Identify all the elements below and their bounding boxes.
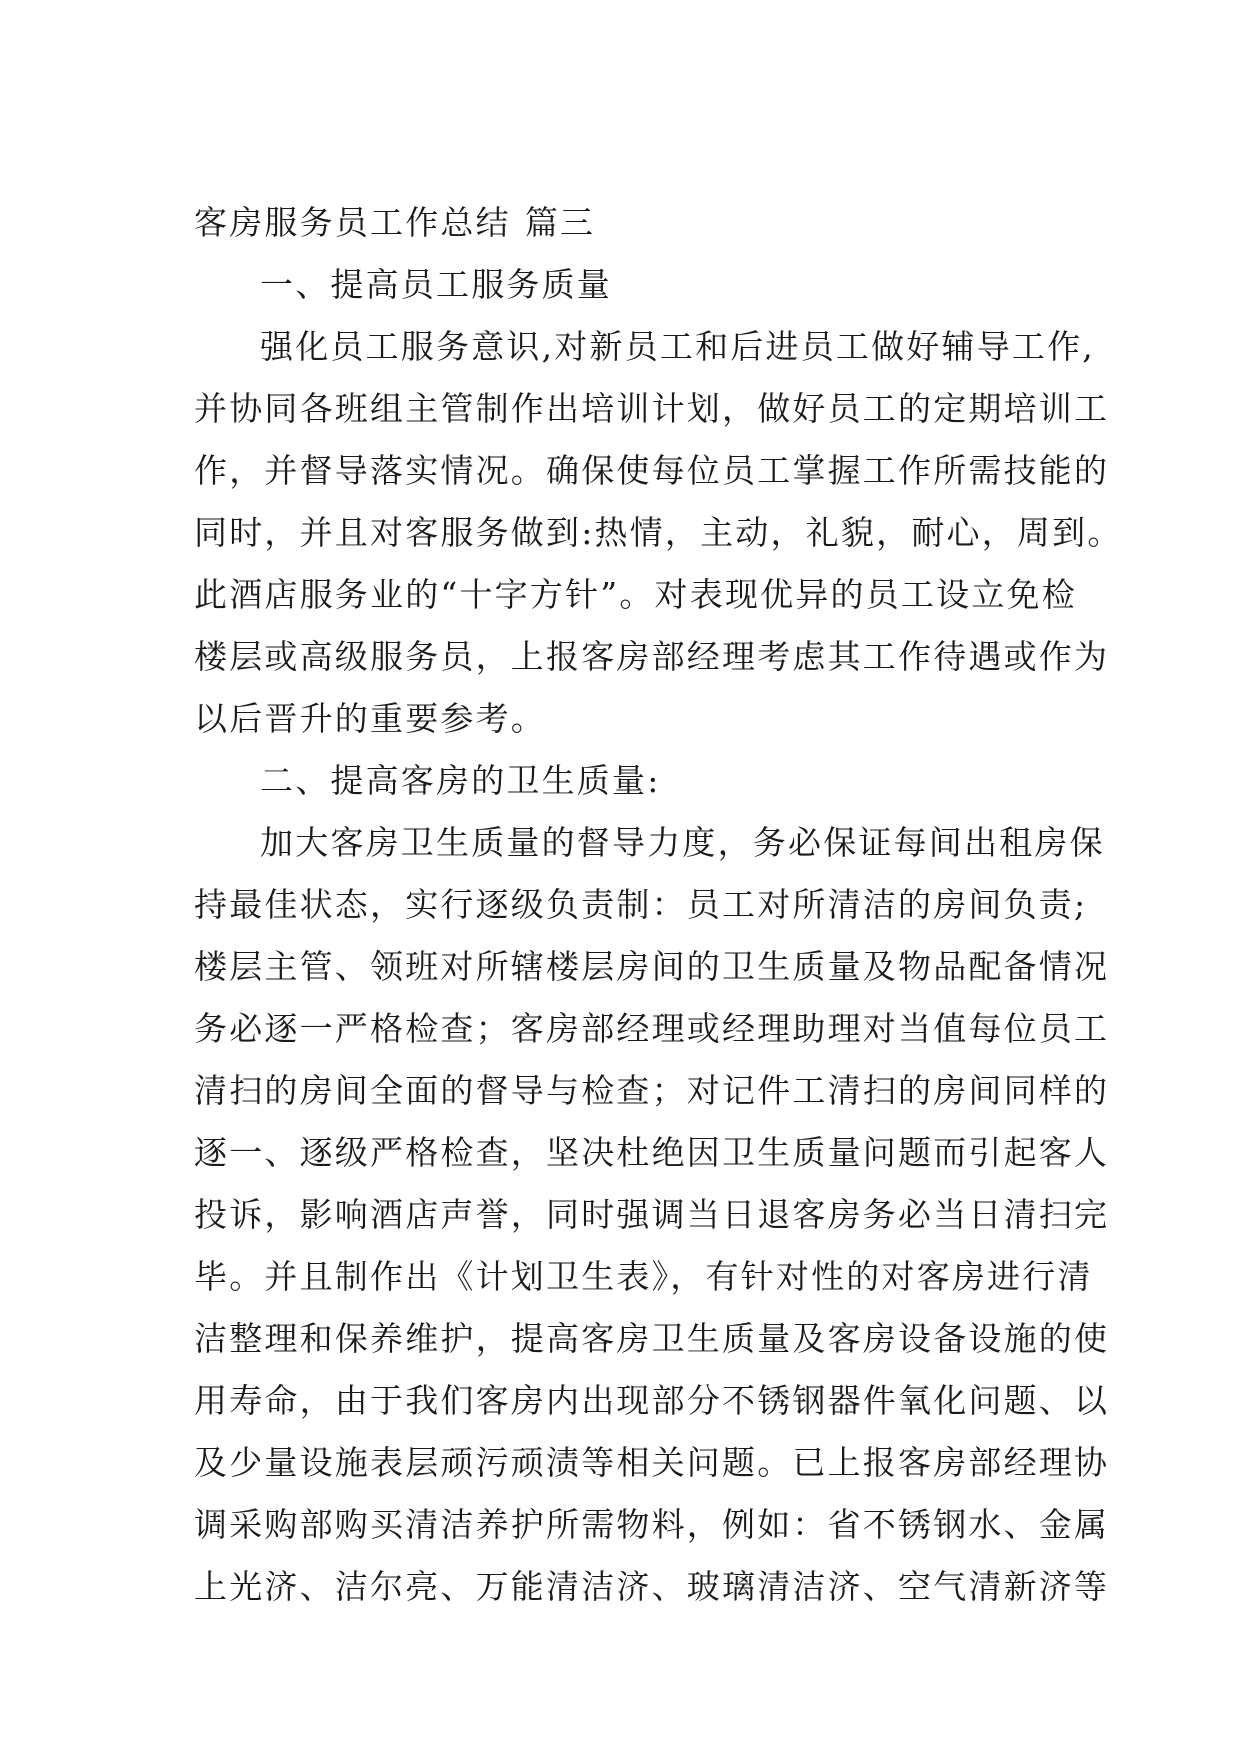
paragraph-line: 加大客房卫生质量的督导力度，务必保证每间出租房保 — [260, 823, 1105, 862]
section-heading-2: 二、提高客房的卫生质量: — [260, 761, 661, 800]
paragraph-line: 作，并督导落实情况。确保使每位员工掌握工作所需技能的 — [194, 451, 1110, 490]
paragraph-line: 洁整理和保养维护，提高客房卫生质量及客房设备设施的使 — [194, 1319, 1110, 1358]
document-body — [194, 192, 1123, 1618]
paragraph-2 — [194, 812, 1110, 1618]
paragraph-line: 调采购部购买清洁养护所需物料，例如：省不锈钢水、金属 — [194, 1505, 1110, 1544]
paragraph-line: 及少量设施表层顽污顽渍等相关问题。已上报客房部经理协 — [194, 1443, 1110, 1482]
document-title — [194, 192, 1054, 254]
paragraph-line: 投诉，影响酒店声誉，同时强调当日退客房务必当日清扫完 — [194, 1195, 1110, 1234]
paragraph-line: 此酒店服务业的“十字方针”。对表现优异的员工设立免检 — [194, 575, 1077, 614]
paragraph-line: 持最佳状态，实行逐级负责制：员工对所清洁的房间负责; — [194, 885, 1088, 924]
paragraph-line: 清扫的房间全面的督导与检查；对记件工清扫的房间同样的 — [194, 1071, 1110, 1110]
paragraph-1 — [194, 316, 1123, 750]
paragraph-line: 并协同各班组主管制作出培训计划，做好员工的定期培训工 — [194, 389, 1110, 428]
paragraph-line: 楼层或高级服务员，上报客房部经理考虑其工作待遇或作为 — [194, 637, 1110, 676]
paragraph-line: 毕。并且制作出《计划卫生表》，有针对性的对客房进行清 — [194, 1257, 1093, 1296]
paragraph-line: 强化员工服务意识,对新员工和后进员工做好辅导工作, — [260, 327, 1095, 366]
section-label: 篇三 — [524, 203, 596, 242]
paragraph-line: 楼层主管、领班对所辖楼层房间的卫生质量及物品配备情况 — [194, 947, 1110, 986]
paragraph-line: 逐一、逐级严格检查，坚决杜绝因卫生质量问题而引起客人 — [194, 1133, 1110, 1172]
title-text: 客房服务员工作总结 — [194, 203, 511, 242]
paragraph-line: 上光济、洁尔亮、万能清洁济、玻璃清洁济、空气清新济等 — [194, 1567, 1110, 1606]
paragraph-line: 用寿命，由于我们客房内出现部分不锈钢器件氧化问题、以 — [194, 1381, 1110, 1420]
paragraph-line: 以后晋升的重要参考。 — [194, 699, 546, 738]
section-heading-1: 一、提高员工服务质量 — [260, 265, 612, 304]
paragraph-line: 务必逐一严格检查；客房部经理或经理助理对当值每位员工 — [194, 1009, 1110, 1048]
paragraph-line: 同时，并且对客服务做到:热情，主动，礼貌，耐心，周到。 — [194, 513, 1123, 552]
